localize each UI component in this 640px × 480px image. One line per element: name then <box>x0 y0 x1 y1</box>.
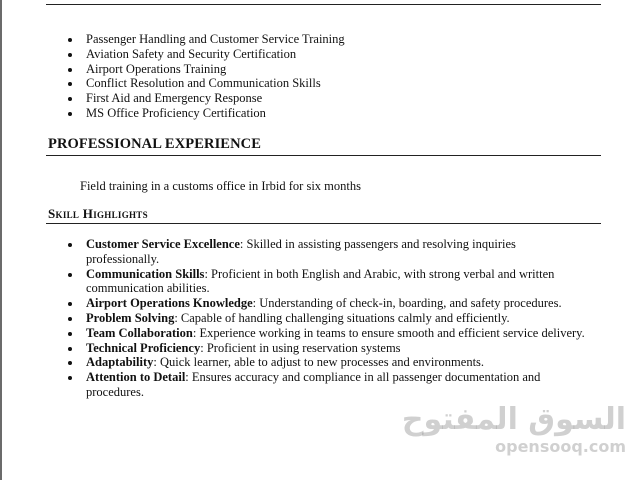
certifications-list <box>86 32 345 121</box>
list-item <box>86 267 586 297</box>
skill-title: Technical Proficiency <box>86 340 201 355</box>
opensooq-watermark <box>402 404 626 456</box>
skills-heading: Skill Highlights <box>48 206 148 221</box>
skill-desc: : Proficient in using reservation systems <box>200 340 401 355</box>
skill-title: Attention to Detail <box>86 370 186 385</box>
list-item <box>86 370 586 400</box>
skill-title: Communication Skills <box>86 266 205 281</box>
list-item <box>86 326 586 341</box>
list-item: Passenger Handling and Customer Service Training <box>86 32 345 46</box>
skill-desc: : Experience working in teams to ensure smooth and efficient service delivery. <box>192 325 585 340</box>
skill-desc: : Ensures accuracy and compliance in all passenger documentation and procedures. <box>86 370 541 399</box>
experience-heading: PROFESSIONAL EXPERIENCE <box>48 136 261 152</box>
skill-desc: : Proficient in both English and Arabic, with strong verbal and written communication abilities. <box>86 266 555 296</box>
skill-title: Customer Service Excellence <box>86 237 240 251</box>
list-item <box>86 341 586 356</box>
page-left-edge <box>0 0 2 480</box>
watermark-latin: opensooq.com <box>495 437 626 456</box>
skill-title: Adaptability <box>86 355 154 370</box>
experience-divider <box>46 155 601 156</box>
skill-desc: : Capable of handling challenging situations calmly and efficiently. <box>174 310 510 325</box>
list-item: Conflict Resolution and Communication Skills <box>86 76 345 91</box>
skill-title: Problem Solving <box>86 310 175 325</box>
list-item <box>86 311 586 326</box>
top-divider <box>46 4 601 5</box>
skill-desc: : Understanding of check-in, boarding, and safety procedures. <box>252 296 562 311</box>
list-item: MS Office Proficiency Certification <box>86 106 345 121</box>
list-item <box>86 296 586 311</box>
skills-list <box>86 237 586 400</box>
experience-text: Field training in a customs office in Irbid for six months <box>80 179 361 193</box>
watermark-arabic: السوق المفتوح <box>401 402 626 437</box>
skill-desc: : Quick learner, able to adjust to new processes and environments. <box>153 355 485 370</box>
list-item: Aviation Safety and Security Certification <box>86 47 345 62</box>
list-item <box>86 237 586 267</box>
list-item: Airport Operations Training <box>86 62 345 77</box>
skills-divider <box>46 223 601 224</box>
skill-desc: : Skilled in assisting passengers and resolving inquiries professionally. <box>86 237 516 266</box>
skill-title: Team Collaboration <box>86 325 193 340</box>
list-item <box>86 355 586 370</box>
skill-title: Airport Operations Knowledge <box>86 296 253 311</box>
list-item: First Aid and Emergency Response <box>86 91 345 106</box>
